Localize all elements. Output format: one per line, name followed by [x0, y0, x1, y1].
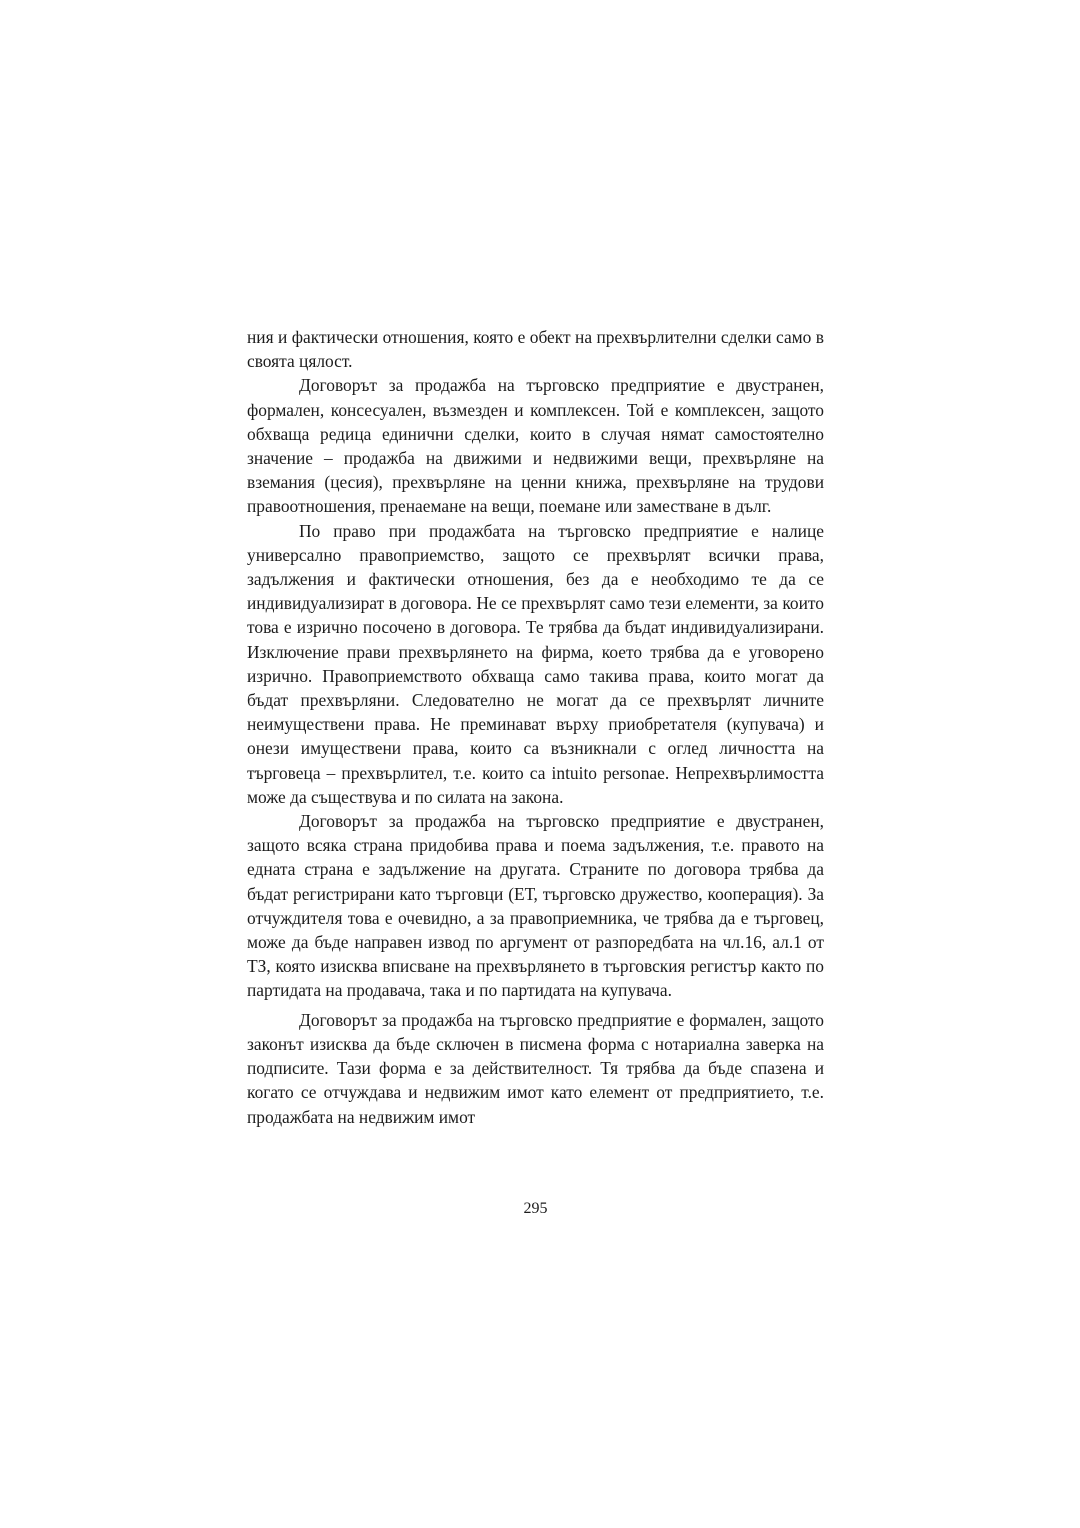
- paragraph-bilateral-contract: Договорът за продажба на търговско предприятие е двустранен, защото всяка страна придобива права и поема задължения, т.е. правото на едната страна е задължение на другата. Страните по договора трябва да бъдат регистрирани като търговци (ЕТ, търговско дружество, кооперация). За отчуждителя това е очевидно, а за правоприемника, че трябва да е търговец, може да бъде направен извод по аргумент от разпоредбата на чл.16, ал.1 от ТЗ, която изисква вписване на прехвърлянето в търговския регистър както по партидата на продавача, така и по партидата на купувача.: [247, 811, 824, 1001]
- paragraph-contract-characteristics: Договорът за продажба на търговско предприятие е двустранен, формален, консесуален, възмезден и комплексен. Той е комплексен, защото обхваща редица единични сделки, които в случая нямат самостоятелно значение – продажба на движими и недвижими вещи, прехвърляне на вземания (цесия), прехвърляне на ценни книжа, прехвърляне на трудови правоотношения, пренаемане на вещи, поемане или заместване в дълг.: [247, 375, 824, 517]
- page-number: 295: [523, 1200, 548, 1217]
- paragraph-formal-contract: Договорът за продажба на търговско предприятие е формален, защото законът изисква да бъде сключен в писмена форма с нотариална заверка на подписите. Тази форма е за действителност. Тя трябва да бъде спазена и когато се отчуждава и недвижим имот като елемент от предприятието, т.е. продажбата на недвижим имот: [247, 1009, 824, 1127]
- paragraph-continuation: ния и фактически отношения, която е обект на прехвърлителни сделки само в своята цялост.: [247, 327, 824, 372]
- page-body: [247, 325, 824, 1129]
- paragraph-universal-succession: По право при продажбата на търговско предприятие е налице универсално правоприемство, защото се прехвърлят всички права, задължения и фактически отношения, без да е необходимо те да се индивидуализират в договора. Не се прехвърлят само тези елементи, за които това е изрично посочено в договора. Те трябва да бъдат индивидуализирани. Изключение прави прехвърлянето на фирма, което трябва да е уговорено изрично. Правоприемството обхваща само такива права, които могат да бъдат прехвърляни. Следователно не могат да се прехвърлят личните неимуществени права. Не преминават върху приобретателя (купувача) и онези имуществени права, които са възникнали с оглед личността на търговеца – прехвърлител, т.е. които са intuito personae. Непрехвърлимостта може да съществува и по силата на закона.: [247, 520, 824, 807]
